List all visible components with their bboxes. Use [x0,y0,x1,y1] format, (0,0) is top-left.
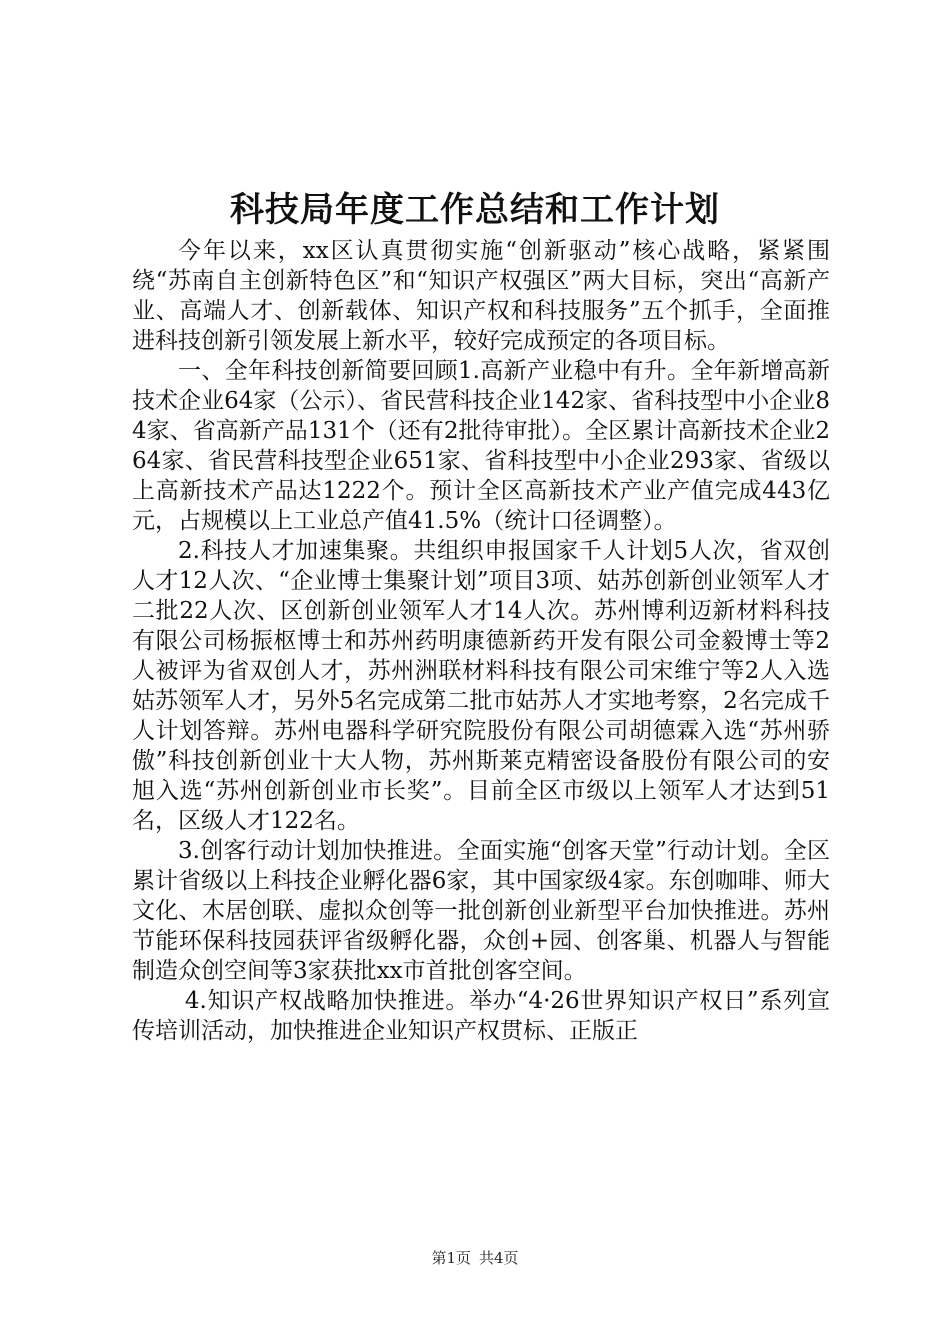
page-number: 第1页 [431,1249,471,1267]
page-total: 共4页 [479,1249,519,1267]
paragraph-review-high-tech: 一、全年科技创新简要回顾1.高新产业稳中有升。全年新增高新技术企业64家（公示）、省民营科技企业142家、省科技型中小企业84家、省高新产品131个（还有2批待审批）。全区累计高新技术企业264家、省民营科技型企业651家、省科技型中小企业293家、省级以上高新技术产品达1222个。预计全区高新技术产业产值完成443亿元，占规模以上工业总产值41.5%（统计口径调整）。 [132,358,830,534]
paragraph-intro: 今年以来，xx区认真贯彻实施“创新驱动”核心战略，紧紧围绕“苏南自主创新特色区”和“知识产权强区”两大目标，突出“高新产业、高端人才、创新载体、知识产权和科技服务”五个抓手，全面推进科技创新引领发展上新水平，较好完成预定的各项目标。 [132,238,830,354]
page-footer [0,1248,950,1268]
paragraph-ip: 4.知识产权战略加快推进。举办“4·26世界知识产权日”系列宣传培训活动，加快推进企业知识产权贯标、正版正 [132,988,830,1044]
paragraph-talent: 2.科技人才加速集聚。共组织申报国家千人计划5人次，省双创人才12人次、“企业博士集聚计划”项目3项、姑苏创新创业领军人才二批22人次、区创新创业领军人才14人次。苏州博利迈新材料科技有限公司杨振枢博士和苏州药明康德新药开发有限公司金毅博士等2人被评为省双创人才，苏州洲联材料科技有限公司宋维宁等2人入选姑苏领军人才，另外5名完成第二批市姑苏人才实地考察，2名完成千人计划答辩。苏州电器科学研究院股份有限公司胡德霖入选“苏州骄傲”科技创新创业十大人物，苏州斯莱克精密设备股份有限公司的安旭入选“苏州创新创业市长奖”。目前全区市级以上领军人才达到51名，区级人才122名。 [132,538,830,834]
document-body [132,236,830,1046]
paragraph-maker: 3.创客行动计划加快推进。全面实施“创客天堂”行动计划。全区累计省级以上科技企业孵化器6家，其中国家级4家。东创咖啡、师大文化、木居创联、虚拟众创等一批创新创业新型平台加快推进。苏州节能环保科技园获评省级孵化器，众创+园、创客巢、机器人与智能制造众创空间等3家获批xx市首批创客空间。 [132,838,830,984]
document-title: 科技局年度工作总结和工作计划 [230,190,720,230]
